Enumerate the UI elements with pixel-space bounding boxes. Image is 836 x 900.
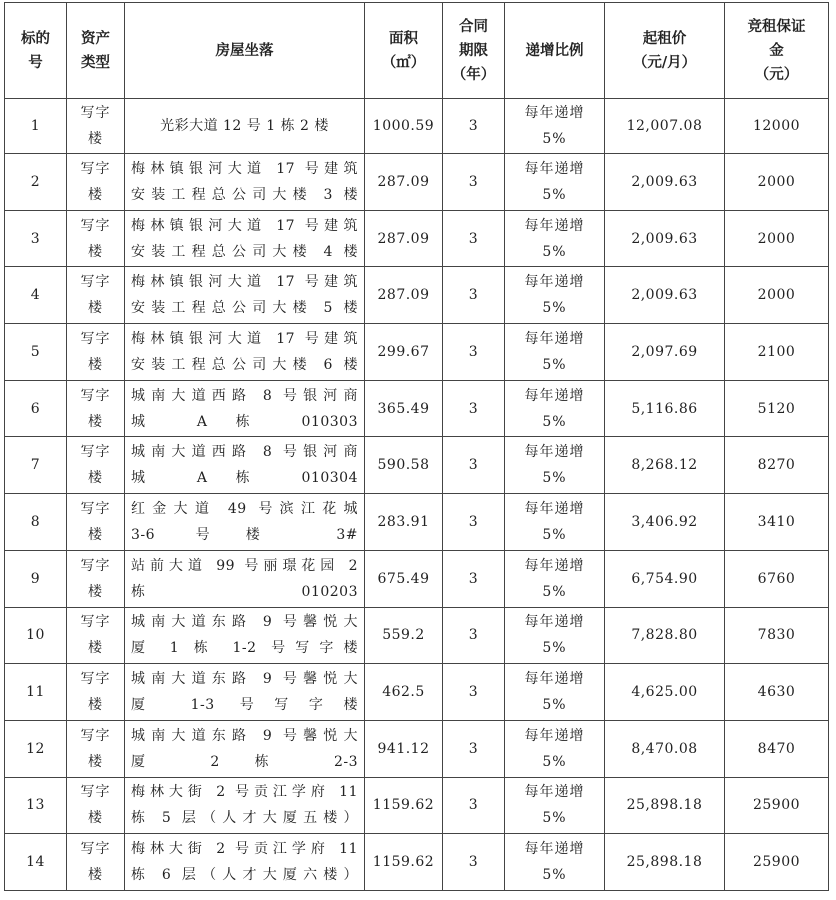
asset-type-cell-line: 楼	[88, 300, 103, 317]
header-line: 标的	[21, 29, 50, 47]
table-row	[5, 380, 829, 437]
increase-rate-cell-line: 每年递增	[524, 727, 585, 744]
area-cell: 675.49	[365, 550, 443, 607]
lot-number-cell: 9	[5, 550, 67, 607]
term-cell: 3	[443, 494, 505, 551]
lot-number-cell: 10	[5, 607, 67, 664]
term-cell: 3	[443, 720, 505, 777]
increase-rate-cell-line: 5%	[542, 867, 567, 884]
starting-rent-cell: 25,898.18	[605, 834, 725, 891]
area-cell: 287.09	[365, 210, 443, 267]
location-cell-line: 光彩大道 12 号 1 栋 2 楼	[160, 118, 329, 134]
location-cell-line: 城南大道东路 9 号馨悦大	[131, 727, 358, 744]
asset-type-cell-line: 写字	[80, 614, 111, 631]
asset-type-cell	[67, 494, 125, 551]
asset-type-cell-line: 写字	[80, 105, 111, 121]
asset-type-cell	[67, 437, 125, 494]
term-cell: 3	[443, 550, 505, 607]
asset-type-cell-line: 楼	[88, 753, 103, 770]
asset-type-cell	[67, 550, 125, 607]
location-cell-line: 厦 1-3 号写字楼	[131, 697, 358, 714]
deposit-cell: 2000	[725, 267, 829, 324]
location-cell-line: 红金大道 49 号滨江花城	[131, 500, 358, 517]
header-starting-rent	[605, 3, 725, 99]
lot-number-cell: 6	[5, 380, 67, 437]
lot-number-cell: 12	[5, 720, 67, 777]
starting-rent-cell: 5,116.86	[605, 380, 725, 437]
term-cell: 3	[443, 664, 505, 721]
location-cell-line: 城 A 栋 010303	[131, 413, 358, 430]
table-row	[5, 99, 829, 154]
header-line: 类型	[81, 53, 110, 71]
asset-type-cell	[67, 267, 125, 324]
increase-rate-cell-line: 5%	[542, 526, 567, 543]
asset-type-cell-line: 写字	[80, 841, 111, 858]
location-cell-line: 城南大道东路 9 号馨悦大	[131, 671, 358, 688]
starting-rent-cell: 2,009.63	[605, 267, 725, 324]
asset-type-cell-line: 写字	[80, 671, 111, 688]
increase-rate-cell-line: 每年递增	[524, 784, 585, 801]
asset-type-cell-line: 楼	[88, 186, 103, 203]
deposit-cell: 5120	[725, 380, 829, 437]
location-cell-line: 安装工程总公司大楼 5 楼	[131, 300, 358, 317]
area-cell: 283.91	[365, 494, 443, 551]
asset-type-cell-line: 楼	[88, 413, 103, 430]
increase-rate-cell-line: 5%	[542, 300, 567, 317]
location-cell	[125, 550, 365, 607]
increase-rate-cell	[505, 494, 605, 551]
starting-rent-cell: 8,268.12	[605, 437, 725, 494]
location-cell-line: 安装工程总公司大楼 3 楼	[131, 186, 358, 203]
lot-number-cell: 7	[5, 437, 67, 494]
area-cell: 287.09	[365, 267, 443, 324]
lot-number-cell: 3	[5, 210, 67, 267]
starting-rent-cell: 7,828.80	[605, 607, 725, 664]
increase-rate-cell-line: 每年递增	[524, 160, 585, 177]
location-cell	[125, 154, 365, 211]
deposit-cell: 8270	[725, 437, 829, 494]
asset-type-cell-line: 写字	[80, 387, 111, 404]
location-cell-line: 城南大道东路 9 号馨悦大	[131, 614, 358, 631]
location-cell-line: 安装工程总公司大楼 6 楼	[131, 356, 358, 373]
asset-type-cell-line: 写字	[80, 217, 111, 234]
asset-type-cell	[67, 664, 125, 721]
location-cell-line: 城 A 栋 010304	[131, 470, 358, 487]
deposit-cell: 25900	[725, 777, 829, 834]
asset-type-cell-line: 写字	[80, 160, 111, 177]
header-contract-term	[443, 3, 505, 99]
deposit-cell: 2000	[725, 210, 829, 267]
asset-type-cell	[67, 380, 125, 437]
term-cell: 3	[443, 267, 505, 324]
asset-type-cell-line: 楼	[88, 640, 103, 657]
starting-rent-cell: 4,625.00	[605, 664, 725, 721]
location-cell	[125, 210, 365, 267]
starting-rent-cell: 12,007.08	[605, 99, 725, 154]
header-line: 递增比例	[525, 41, 584, 59]
table-row	[5, 210, 829, 267]
deposit-cell: 25900	[725, 834, 829, 891]
increase-rate-cell-line: 5%	[542, 640, 567, 657]
asset-type-cell	[67, 324, 125, 381]
asset-type-cell	[67, 607, 125, 664]
location-cell	[125, 267, 365, 324]
deposit-cell: 8470	[725, 720, 829, 777]
asset-type-cell-line: 写字	[80, 444, 111, 461]
increase-rate-cell	[505, 834, 605, 891]
header-line: 竞租保证	[747, 17, 806, 35]
location-cell-line: 梅林镇银河大道 17 号建筑	[131, 217, 358, 234]
increase-rate-cell-line: 每年递增	[524, 841, 585, 858]
location-cell-line: 3-6 号楼 3#	[131, 526, 358, 543]
deposit-cell: 12000	[725, 99, 829, 154]
table-row	[5, 607, 829, 664]
asset-type-cell	[67, 720, 125, 777]
location-cell	[125, 664, 365, 721]
location-cell-line: 梅林镇银河大道 17 号建筑	[131, 274, 358, 291]
asset-type-cell-line: 写字	[80, 500, 111, 517]
area-cell: 1159.62	[365, 777, 443, 834]
deposit-cell: 3410	[725, 494, 829, 551]
deposit-cell: 4630	[725, 664, 829, 721]
term-cell: 3	[443, 324, 505, 381]
asset-type-cell	[67, 777, 125, 834]
increase-rate-cell	[505, 154, 605, 211]
term-cell: 3	[443, 437, 505, 494]
location-cell-line: 梅林镇银河大道 17 号建筑	[131, 160, 358, 177]
increase-rate-cell	[505, 550, 605, 607]
asset-type-cell-line: 楼	[88, 583, 103, 600]
asset-type-cell-line: 写字	[80, 330, 111, 347]
area-cell: 462.5	[365, 664, 443, 721]
starting-rent-cell: 8,470.08	[605, 720, 725, 777]
starting-rent-cell: 2,009.63	[605, 210, 725, 267]
asset-type-cell	[67, 99, 125, 154]
asset-type-cell-line: 楼	[88, 131, 103, 147]
increase-rate-cell	[505, 99, 605, 154]
table-row	[5, 154, 829, 211]
increase-rate-cell	[505, 380, 605, 437]
lot-number-cell: 5	[5, 324, 67, 381]
starting-rent-cell: 3,406.92	[605, 494, 725, 551]
area-cell: 1159.62	[365, 834, 443, 891]
increase-rate-cell	[505, 210, 605, 267]
header-line: 期限	[459, 41, 488, 59]
header-lot-number	[5, 3, 67, 99]
rental-table	[4, 2, 829, 891]
increase-rate-cell-line: 每年递增	[524, 217, 585, 234]
increase-rate-cell	[505, 324, 605, 381]
location-cell	[125, 324, 365, 381]
table-row	[5, 494, 829, 551]
lot-number-cell: 1	[5, 99, 67, 154]
header-line: （年）	[451, 65, 496, 83]
location-cell-line: 城南大道西路 8 号银河商	[131, 444, 358, 461]
table-row	[5, 777, 829, 834]
term-cell: 3	[443, 777, 505, 834]
asset-type-cell-line: 楼	[88, 356, 103, 373]
location-cell-line: 栋 010203	[131, 583, 358, 600]
location-cell-line: 厦 1 栋 1-2 号写字楼	[131, 640, 358, 657]
header-line: 面积	[389, 29, 418, 47]
asset-type-cell	[67, 210, 125, 267]
increase-rate-cell-line: 5%	[542, 413, 567, 430]
increase-rate-cell-line: 5%	[542, 243, 567, 260]
table-header-row	[5, 3, 829, 99]
increase-rate-cell-line: 5%	[542, 810, 567, 827]
header-line: 起租价	[642, 29, 687, 47]
increase-rate-cell-line: 每年递增	[524, 671, 585, 688]
increase-rate-cell-line: 5%	[542, 753, 567, 770]
increase-rate-cell-line: 每年递增	[524, 330, 585, 347]
location-cell	[125, 494, 365, 551]
location-cell-line: 城南大道西路 8 号银河商	[131, 387, 358, 404]
lot-number-cell: 4	[5, 267, 67, 324]
increase-rate-cell	[505, 437, 605, 494]
deposit-cell: 2000	[725, 154, 829, 211]
increase-rate-cell-line: 5%	[542, 583, 567, 600]
location-cell	[125, 834, 365, 891]
increase-rate-cell	[505, 267, 605, 324]
deposit-cell: 2100	[725, 324, 829, 381]
term-cell: 3	[443, 210, 505, 267]
asset-type-cell-line: 楼	[88, 526, 103, 543]
starting-rent-cell: 25,898.18	[605, 777, 725, 834]
term-cell: 3	[443, 607, 505, 664]
term-cell: 3	[443, 380, 505, 437]
location-cell-line: 梅林镇银河大道 17 号建筑	[131, 330, 358, 347]
lot-number-cell: 8	[5, 494, 67, 551]
asset-type-cell-line: 楼	[88, 867, 103, 884]
header-line: 房屋坐落	[215, 41, 274, 59]
increase-rate-cell-line: 5%	[542, 131, 567, 147]
table-row	[5, 437, 829, 494]
area-cell: 365.49	[365, 380, 443, 437]
term-cell: 3	[443, 154, 505, 211]
asset-type-cell-line: 楼	[88, 697, 103, 714]
location-cell	[125, 720, 365, 777]
increase-rate-cell	[505, 720, 605, 777]
increase-rate-cell-line: 每年递增	[524, 500, 585, 517]
header-line: （㎡）	[381, 53, 426, 71]
starting-rent-cell: 6,754.90	[605, 550, 725, 607]
area-cell: 590.58	[365, 437, 443, 494]
header-line: 金	[769, 41, 784, 59]
table-row	[5, 720, 829, 777]
table-row	[5, 267, 829, 324]
starting-rent-cell: 2,097.69	[605, 324, 725, 381]
location-cell-line: 栋 6 层（人才大厦六楼）	[131, 867, 358, 884]
area-cell: 299.67	[365, 324, 443, 381]
location-cell	[125, 437, 365, 494]
lot-number-cell: 2	[5, 154, 67, 211]
increase-rate-cell	[505, 607, 605, 664]
location-cell-line: 站前大道 99 号丽璟花园 2	[131, 557, 358, 574]
header-deposit	[725, 3, 829, 99]
area-cell: 287.09	[365, 154, 443, 211]
deposit-cell: 6760	[725, 550, 829, 607]
asset-type-cell-line: 写字	[80, 274, 111, 291]
area-cell: 559.2	[365, 607, 443, 664]
header-area	[365, 3, 443, 99]
header-increase-rate	[505, 3, 605, 99]
increase-rate-cell-line: 每年递增	[524, 557, 585, 574]
location-cell-line: 梅林大街 2 号贡江学府 11	[131, 841, 358, 858]
increase-rate-cell	[505, 664, 605, 721]
increase-rate-cell-line: 5%	[542, 186, 567, 203]
increase-rate-cell-line: 每年递增	[524, 274, 585, 291]
lot-number-cell: 14	[5, 834, 67, 891]
header-line: 合同	[459, 17, 488, 35]
header-line: （元）	[754, 65, 799, 83]
increase-rate-cell-line: 每年递增	[524, 105, 585, 121]
asset-type-cell-line: 楼	[88, 810, 103, 827]
asset-type-cell-line: 楼	[88, 243, 103, 260]
asset-type-cell-line: 写字	[80, 784, 111, 801]
header-line: 资产	[81, 29, 110, 47]
term-cell: 3	[443, 99, 505, 154]
area-cell: 941.12	[365, 720, 443, 777]
increase-rate-cell-line: 5%	[542, 356, 567, 373]
location-cell	[125, 380, 365, 437]
location-cell-line: 栋 5 层（人才大厦五楼）	[131, 810, 358, 827]
location-cell	[125, 607, 365, 664]
location-cell-line: 梅林大街 2 号贡江学府 11	[131, 784, 358, 801]
header-line: （元/月）	[632, 53, 697, 71]
asset-type-cell-line: 楼	[88, 470, 103, 487]
location-cell-line: 安装工程总公司大楼 4 楼	[131, 243, 358, 260]
increase-rate-cell-line: 5%	[542, 470, 567, 487]
header-line: 号	[28, 53, 43, 71]
deposit-cell: 7830	[725, 607, 829, 664]
table-body	[5, 99, 829, 891]
table-row	[5, 664, 829, 721]
location-cell	[125, 99, 365, 154]
term-cell: 3	[443, 834, 505, 891]
increase-rate-cell-line: 每年递增	[524, 444, 585, 461]
table-row	[5, 834, 829, 891]
starting-rent-cell: 2,009.63	[605, 154, 725, 211]
increase-rate-cell-line: 5%	[542, 697, 567, 714]
table-row	[5, 550, 829, 607]
table-row	[5, 324, 829, 381]
asset-type-cell-line: 写字	[80, 727, 111, 744]
increase-rate-cell-line: 每年递增	[524, 387, 585, 404]
location-cell-line: 厦 2 栋 2-3	[131, 753, 358, 770]
area-cell: 1000.59	[365, 99, 443, 154]
increase-rate-cell-line: 每年递增	[524, 614, 585, 631]
header-location	[125, 3, 365, 99]
lot-number-cell: 11	[5, 664, 67, 721]
location-cell	[125, 777, 365, 834]
increase-rate-cell	[505, 777, 605, 834]
asset-type-cell	[67, 154, 125, 211]
lot-number-cell: 13	[5, 777, 67, 834]
asset-type-cell	[67, 834, 125, 891]
header-asset-type	[67, 3, 125, 99]
asset-type-cell-line: 写字	[80, 557, 111, 574]
